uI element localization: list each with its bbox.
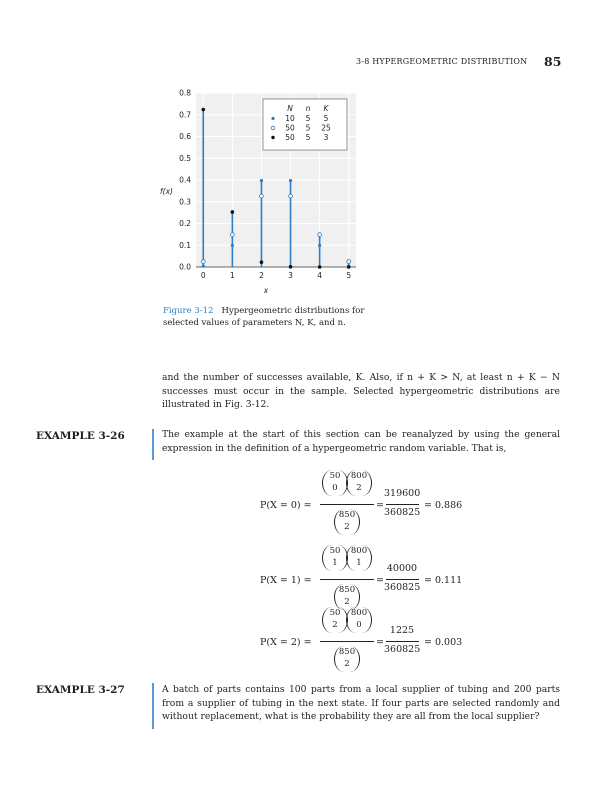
point-n50-k3 — [231, 210, 235, 214]
equation-lhs: P(X = 1) = — [260, 575, 312, 586]
point-n10-k5 — [202, 265, 205, 268]
binomial-numerator-1 — [322, 545, 348, 571]
binom-top: 50 — [329, 471, 341, 481]
y-tick-label: 0.4 — [179, 175, 191, 185]
figure-label: Figure 3-12 — [163, 306, 214, 316]
figure-caption — [163, 305, 393, 329]
binomial-numerator-2 — [346, 607, 372, 633]
result-fraction-bar — [386, 579, 419, 580]
legend-header: K — [323, 104, 329, 113]
binom-bottom: 0 — [356, 620, 362, 630]
running-header-title: 3-8 HYPERGEOMETRIC DISTRIBUTION — [356, 57, 528, 66]
legend-value: 5 — [305, 133, 311, 142]
y-axis-label: f(x) — [160, 187, 173, 196]
point-n10-k5 — [318, 244, 321, 247]
binom-top: 850 — [338, 510, 356, 520]
binomial-numerator-2 — [346, 470, 372, 496]
x-tick-label: 1 — [229, 271, 235, 280]
binomial-numerator-1 — [322, 607, 348, 633]
x-axis-label: x — [263, 286, 269, 295]
y-tick-label: 0.2 — [179, 219, 191, 228]
binomial-denominator — [334, 646, 360, 672]
y-tick-label: 0.7 — [179, 110, 191, 120]
page-number: 85 — [544, 54, 562, 69]
result-fraction-bar — [386, 641, 419, 642]
legend-marker-open — [271, 126, 275, 130]
point-n50-k25 — [201, 260, 205, 264]
equation-result: = 0.003 — [424, 637, 463, 648]
example-3-26-bar — [152, 429, 154, 460]
equals-sign: = — [376, 575, 384, 586]
equals-sign: = — [376, 637, 384, 648]
binom-bottom: 1 — [332, 558, 338, 568]
binom-bottom: 2 — [332, 620, 338, 630]
hypergeometric-chart — [150, 86, 380, 301]
legend-marker-blue — [271, 117, 274, 120]
binomial-numerator-2 — [346, 545, 372, 571]
binomial-denominator — [334, 509, 360, 535]
legend-value: 25 — [321, 123, 331, 133]
x-tick-label: 4 — [317, 271, 323, 280]
y-tick-label: 0.6 — [179, 132, 191, 141]
binom-top: 800 — [350, 471, 368, 481]
point-n50-k25 — [230, 233, 234, 237]
figure-caption-text: Hypergeometric distributions for selected values of parameters N, K, and n. — [163, 306, 365, 328]
binom-bottom: 2 — [344, 522, 350, 532]
example-3-26-label: EXAMPLE 3-26 — [36, 430, 125, 442]
binom-top: 800 — [350, 546, 368, 556]
point-n10-k5 — [289, 179, 292, 182]
example-3-27-text: A batch of parts contains 100 parts from a local supplier of tubing and 200 parts from a supplier of tubing in the next state. If four parts are selected randomly and without replacement, what is the probability they are all from the local supplier? — [162, 684, 560, 722]
point-n50-k25 — [289, 194, 293, 198]
point-n50-k25 — [260, 194, 264, 198]
legend-header: n — [305, 104, 311, 113]
legend-value: 50 — [285, 133, 295, 142]
binom-bottom: 1 — [356, 558, 362, 568]
binom-top: 850 — [338, 647, 356, 657]
example-3-27-label: EXAMPLE 3-27 — [36, 684, 125, 696]
example-3-27-bar — [152, 683, 154, 729]
equation-lhs: P(X = 2) = — [260, 637, 312, 648]
y-tick-label: 0.1 — [179, 240, 191, 250]
fraction-bar — [320, 641, 374, 642]
point-n50-k3 — [260, 260, 264, 264]
binom-top: 50 — [329, 546, 341, 556]
binom-bottom: 2 — [344, 597, 350, 607]
legend-value: 3 — [323, 133, 329, 142]
binom-bottom: 2 — [356, 483, 362, 493]
fraction-denominator: 360825 — [384, 507, 421, 518]
equation-result: = 0.111 — [424, 575, 463, 586]
binom-bottom: 2 — [344, 659, 350, 669]
point-n50-k25 — [347, 260, 351, 264]
legend-value: 50 — [285, 123, 295, 133]
legend-marker-black — [271, 136, 274, 139]
x-tick-label: 3 — [288, 271, 293, 280]
fraction-bar — [320, 579, 374, 580]
binom-top: 850 — [338, 585, 356, 595]
x-tick-label: 5 — [346, 271, 352, 280]
fraction-numerator: 1225 — [389, 625, 415, 636]
point-n10-k5 — [231, 244, 234, 247]
legend-value: 10 — [285, 114, 295, 123]
fraction-bar — [320, 504, 374, 505]
point-n50-k3 — [289, 265, 293, 269]
fraction-numerator: 319600 — [384, 488, 421, 499]
y-tick-label: 0.5 — [179, 153, 191, 163]
point-n50-k3 — [318, 265, 322, 269]
legend-value: 5 — [305, 123, 311, 133]
y-tick-label: 0.0 — [179, 262, 191, 272]
binom-top: 800 — [350, 608, 368, 618]
point-n50-k3 — [347, 265, 351, 269]
point-n50-k3 — [201, 108, 205, 112]
binom-top: 50 — [329, 608, 341, 618]
point-n50-k25 — [318, 233, 322, 237]
equation-lhs: P(X = 0) = — [260, 500, 312, 511]
example-3-26-text: The example at the start of this section can be reanalyzed by using the general expression in the definition of a hypergeometric random variable. That is, — [162, 429, 560, 454]
x-tick-label: 2 — [259, 271, 264, 280]
legend-value: 5 — [305, 114, 311, 123]
equation-result: = 0.886 — [424, 500, 463, 511]
binom-bottom: 0 — [332, 483, 338, 493]
x-tick-label: 0 — [200, 271, 206, 280]
fraction-numerator: 40000 — [386, 563, 418, 574]
point-n10-k5 — [260, 179, 263, 182]
legend-value: 5 — [323, 114, 329, 123]
legend-header: N — [287, 104, 293, 113]
equals-sign: = — [376, 500, 384, 511]
y-tick-label: 0.3 — [179, 197, 191, 207]
binomial-numerator-1 — [322, 470, 348, 496]
paragraph-successes: and the number of successes available, K. Also, if n + K > N, at least n + K − N successes must occur in the sample. Selected hypergeometric distributions are illustrated in Fig. 3-12. — [162, 372, 560, 410]
result-fraction-bar — [386, 504, 419, 505]
fraction-denominator: 360825 — [384, 582, 421, 593]
y-tick-label: 0.8 — [179, 88, 191, 98]
fraction-denominator: 360825 — [384, 644, 421, 655]
